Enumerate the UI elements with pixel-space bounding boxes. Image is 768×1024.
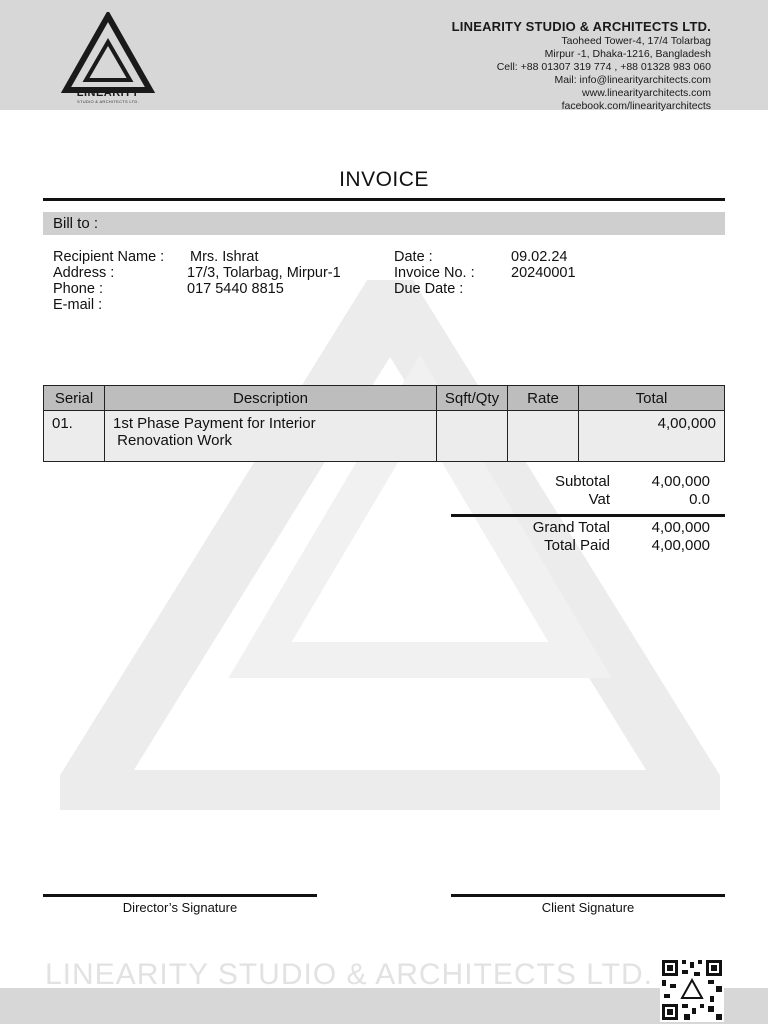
column-header-qty: Sqft/Qty: [437, 386, 508, 411]
description-cell: [105, 411, 437, 462]
email-label: E-mail :: [53, 297, 103, 313]
grand-total-label: Grand Total: [532, 519, 610, 536]
company-name: LINEARITY STUDIO & ARCHITECTS LTD.: [451, 19, 711, 34]
invoice-title: INVOICE: [339, 168, 429, 191]
total-cell: 4,00,000: [579, 411, 725, 462]
company-address-line1: Taoheed Tower-4, 17/4 Tolarbag: [561, 35, 711, 47]
qty-cell: [437, 411, 508, 462]
company-cell: Cell: +88 01307 319 774 , +88 01328 983 060: [496, 61, 711, 73]
client-signature-line: [451, 894, 725, 897]
total-paid-value: 4,00,000: [651, 537, 710, 554]
line-items-table: [43, 385, 725, 462]
logo-wordmark: LINEARITY: [76, 87, 140, 99]
address-value: 17/3, Tolarbag, Mirpur-1: [187, 265, 341, 281]
description-line2: Renovation Work: [113, 432, 232, 449]
bill-to-label: Bill to :: [53, 215, 99, 232]
description-line1: 1st Phase Payment for Interior: [113, 415, 316, 432]
recipient-label: Recipient Name :: [53, 249, 165, 265]
company-website: www.linearityarchitects.com: [582, 87, 711, 99]
vat-value: 0.0: [689, 491, 710, 508]
vat-label: Vat: [588, 491, 610, 508]
logo-subtitle: STUDIO & ARCHITECTS LTD.: [76, 99, 140, 104]
company-facebook: facebook.com/linearityarchitects: [561, 100, 711, 112]
footer-band: [0, 988, 768, 1024]
company-address-line2: Mirpur -1, Dhaka-1216, Bangladesh: [544, 48, 711, 60]
due-date-label: Due Date :: [394, 281, 464, 297]
grand-total-value: 4,00,000: [651, 519, 710, 536]
invoice-number-label: Invoice No. :: [394, 265, 475, 281]
column-header-total: Total: [579, 386, 725, 411]
client-signature-label: Client Signature: [541, 900, 635, 915]
table-row: [44, 411, 725, 462]
director-signature-line: [43, 894, 317, 897]
invoice-number-value: 20240001: [511, 265, 576, 281]
qr-code-icon: [660, 958, 724, 1022]
address-label: Address :: [53, 265, 115, 281]
subtotal-label: Subtotal: [554, 473, 610, 490]
director-signature-label: Director’s Signature: [122, 900, 238, 915]
column-header-serial: Serial: [44, 386, 105, 411]
rate-cell: [508, 411, 579, 462]
date-label: Date :: [394, 249, 433, 265]
bill-to-bar: [43, 212, 725, 235]
subtotal-value: 4,00,000: [651, 473, 710, 490]
serial-cell: 01.: [44, 411, 105, 462]
recipient-value: Mrs. Ishrat: [190, 249, 259, 265]
title-divider: [43, 198, 725, 201]
table-header-row: [44, 386, 725, 411]
date-value: 09.02.24: [511, 249, 568, 265]
company-mail: Mail: info@linearityarchitects.com: [554, 74, 711, 86]
total-paid-label: Total Paid: [544, 537, 610, 554]
phone-label: Phone :: [53, 281, 103, 297]
company-contact-block: [452, 20, 711, 113]
column-header-description: Description: [105, 386, 437, 411]
footer-watermark-text: LINEARITY STUDIO & ARCHITECTS LTD.: [45, 958, 653, 991]
column-header-rate: Rate: [508, 386, 579, 411]
summary-divider: [451, 514, 725, 517]
phone-value: 017 5440 8815: [187, 281, 284, 297]
